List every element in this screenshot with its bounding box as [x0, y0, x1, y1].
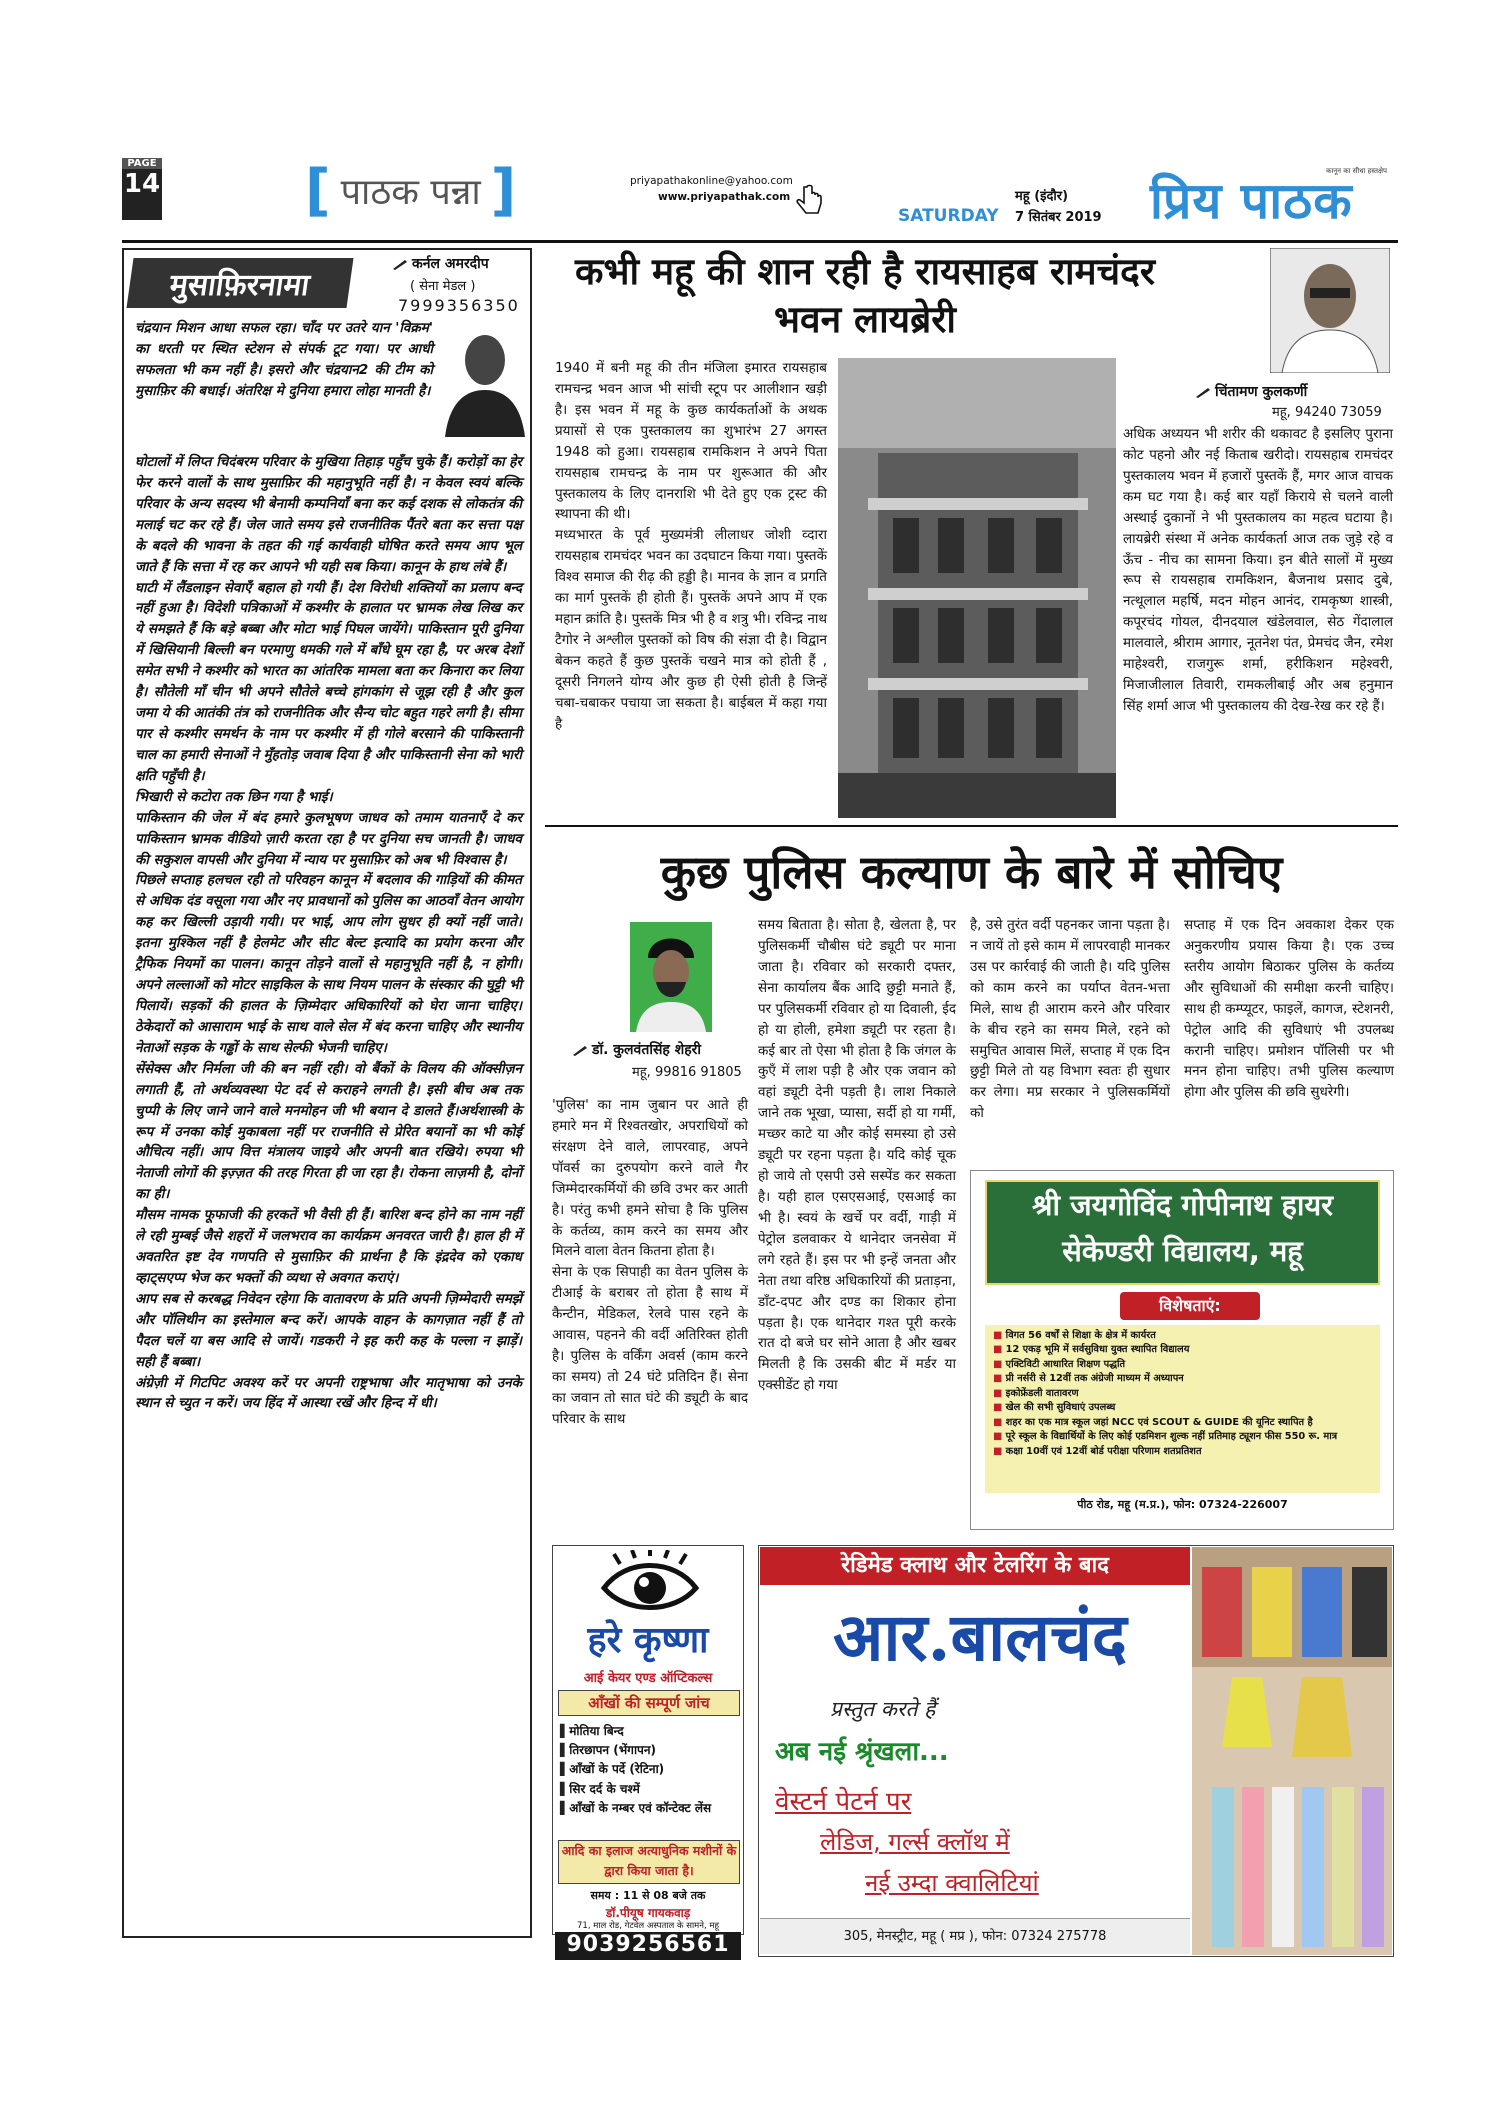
column-title: मुसाफ़िरनामा — [126, 258, 353, 308]
eye-phone[interactable]: 9039256561 — [555, 1932, 741, 1960]
police-headline: कुछ पुलिस कल्याण के बारे में सोचिए — [660, 845, 1283, 899]
police-paragraph: 'पुलिस' का नाम जुबान पर आते ही हमारे मन में रिश्वतखोर, अपराधियों को संरक्षण देने वाले, लापरवाह, अपने पॉवर्स का दुरुपयोग करने वाले गैर जिम्मेदारकर्मियों की छवि उभर कर आती है। परंतु कभी हमने सोचा है कि पुलिस के कर्तव्य, काम करने का समय और मिलने वाला वेतन कितना होता है। — [552, 1097, 748, 1260]
header-rule — [122, 240, 1398, 243]
school-features-list — [985, 1325, 1380, 1493]
eye-services-list — [560, 1722, 740, 1818]
library-paragraph: 1940 में बनी महू की तीन मंजिला इमारत रायसहाब रामचन्द्र भवन आज भी सांची स्टूप पर आलीशान खड़ी है। इस भवन में महू के कुछ कार्यकर्ताओं के अथक प्रयासों से एक पुस्तकालय का शुभारंभ 27 अगस्त 1948 को हुआ। रायसहाब रामकिशन ने अपने पिता रायसहाब रामचन्द्र के नाम पर शुरूआत की और पुस्तकालय के लिए दानराशि भी देते हुए एक ट्रस्ट की स्थापना की थी। — [555, 360, 827, 523]
email-link[interactable]: priyapathakonline@yahoo.com — [630, 175, 793, 187]
column-author — [392, 254, 489, 273]
eye-service: ▌ आँखों के नम्बर एवं कॉन्टेक्ट लेंस — [560, 1799, 740, 1818]
eye-service: ▌ आँखों के पर्दे (रेटिना) — [560, 1760, 740, 1779]
page-number: 14 — [123, 169, 161, 199]
clothing-banner: रेडिमेड क्लाथ और टेलरिंग के बाद — [760, 1547, 1190, 1585]
city: महू (इंदौर) — [1015, 189, 1069, 204]
eye-service: ▌ तिरछापन (भेंगापन) — [560, 1741, 740, 1760]
newspaper-logo[interactable] — [1150, 165, 1395, 235]
pointing-hand-icon — [794, 183, 826, 219]
column-paragraph: घाटी में लैंडलाइन सेवाएँ बहाल हो गयी हैं। देश विरोधी शक्तियों का प्रलाप बन्द नहीं हुआ है। विदेशी पत्रिकाओं में कश्मीर के हालात पर भ्रामक लेख लिख कर ये समझते हैं कि बड़े बब्बा और मोटा भाई पिघल जायेंगे। पाकिस्तान पूरी दुनिया में खिसियानी बिल्ली बन परमाणु धमकी गले में बाँधे घूम रहा है, पर अरब देशों समेत सभी ने कश्मीर को भारत का आंतरिक मामला बता कर किनारा कर लिया है। सौतेली माँ चीन भी अपने सौतेले बच्चे हांगकांग से जूझ रही है और कुल जमा ये की आतंकी तंत्र को राजनीतिक और सैन्य चोट बहुत गहरे लगी है। सीमा पार से कश्मीर समर्थन के नाम पर कश्मीर में ही गोले बरसाने की पाकिस्तानी चाल का हमारी सेनाओं ने मुँहतोड़ जवाब दिया है और पाकिस्तानी सेना को भारी क्षति पहुँची है। — [135, 579, 522, 784]
column-paragraph: पिछले सप्ताह हलचल रही तो परिवहन कानून में बदलाव की गाड़ियों की कीमत से अधिक दंड वसूला गया और नए प्रावधानों को पुलिस का आठवाँ वेतन आयोग कह कर खिल्ली उड़ायी गयी। पर भाई, आप लोग सुधर ही क्यों नहीं जाते। इतना मुश्किल नहीं है हेलमेट और सीट बेल्ट इत्यादि का प्रयोग करना और ट्रैफिक नियमों का पालन। कानून तोड़ने वालों से महानुभूति नहीं है, न होगी। अपने लल्लाओं को मोटर साइकिल के साथ नियम पालन के संस्कार की घुट्टी भी पिलायें। सड़कों की हालत के ज़िम्मेदार अधिकारियों को घेरा जाना चाहिए। ठेकेदारों को आसाराम भाई के साथ वाले सेल में बंद करना चाहिए और स्थानीय नेताओं सड़क के गड्ढों के साथ सेल्फी भेजनी चाहिए। — [135, 872, 522, 1056]
school-feature: ■ इकोफ्रेंडली वातावरण — [993, 1387, 1372, 1401]
column-author-phone: 7999356350 — [398, 296, 520, 315]
library-author-name: चिंतामण कुलकर्णी — [1215, 384, 1308, 400]
school-feature: ■ विगत 56 वर्षों से शिक्षा के क्षेत्र में कार्यरत — [993, 1329, 1372, 1343]
date: 7 सितंबर 2019 — [1015, 210, 1102, 225]
school-feature: ■ शहर का एक मात्र स्कूल जहां NCC एवं SCOUT & GUIDE की यूनिट स्थापित है — [993, 1416, 1372, 1430]
eye-address: 71, माल रोड, गेटवेल अस्पताल के सामने, महू — [577, 1921, 719, 1931]
eye-checkup-banner: आँखों की सम्पूर्ण जांच — [558, 1690, 740, 1716]
eye-service: ▌ सिर दर्द के चश्में — [560, 1780, 740, 1799]
library-author — [1195, 382, 1307, 401]
logo-tagline: कानून का सीधा हस्तक्षेप — [1326, 167, 1387, 175]
eye-subtitle: आई केयर एण्ड ऑप्टिकल्स — [583, 1671, 713, 1686]
pen-icon — [392, 258, 408, 270]
section-title: [ पाठक पन्ना ] — [305, 157, 517, 223]
website-link[interactable]: www.priyapathak.com — [658, 191, 791, 203]
column-intro: चंद्रयान मिशन आधा सफल रहा। चाँद पर उतरे यान 'विक्रम' का धरती पर स्थित स्टेशन से संपर्क टूट गया। पर आधी सफलता भी कम नहीं है। इसरो और चंद्रयान2 की टीम को मुसाफ़िर की बधाई। अंतरिक्ष मे दुनिया हमारा लोहा मानती है। — [135, 320, 433, 399]
logo-text: प्रिय पाठक — [1150, 171, 1353, 230]
police-column-4: सप्ताह में एक दिन अवकाश देकर एक अनुकरणीय प्रयास किया है। एक उच्च स्तरीय आयोग बिठाकर पुलिस के कर्तव्य और सुविधाओं की समीक्षा करनी चाहिए। साथ ही कम्प्यूटर, फाइलें, कागज, स्टेशनरी, पेट्रोल आदि की सुविधाएं भी उपलब्ध करानी चाहिए। प्रमोशन पॉलिसी पर भी मनन होना चाहिए। तभी पुलिस कल्याण होगा और पुलिस की छवि सुधरेगी। — [1184, 917, 1394, 1101]
eye-icon — [600, 1550, 700, 1620]
police-author-photo — [630, 922, 712, 1032]
school-feature: ■ पूरे स्कूल के विद्यार्थियों के लिए कोई एडमिशन शुल्क नहीं प्रतिमाह ट्यूशन फीस 550 रू. मात्र — [993, 1430, 1372, 1444]
eye-service: ▌ मोतिया बिन्द — [560, 1722, 740, 1741]
pen-icon — [572, 1044, 588, 1056]
pen-icon — [1195, 386, 1211, 398]
library-building-photo — [838, 358, 1116, 818]
library-column-2: अधिक अध्ययन भी शरीर की थकावट है इसलिए पुराना कोट पहनो और नई किताब खरीदो। रायसहाब रामचंदर पुस्तकालय भवन में हजारों पुस्तकें हैं, मगर आज वाचक कम घट गया है। कई बार यहाँ किराये से चलने वाली अस्थाई दुकानों ने भी पुस्तकालय का महत्व घटाया है। लायब्रेरी संस्था में अनेक कार्यकर्ता आज तक जुड़े रहे व ऊँच - नीच का सामना किया। इन बीते सालों में मुख्य रूप से रायसहाब रामकिशन, बैजनाथ प्रसाद दुबे, नत्थूलाल महर्षि, मदन मोहन आनंद, रामकृष्ण शास्त्री, कपूरचंद गोयल, दीनदयाल खंडेलवाल, सेठ गेंदालाल मालवाले, श्रीराम आगार, नूतनेश पंत, प्रेमचंद जैन, रमेश माहेश्वरी, राजगुरू शर्मा, हरीकिशन महेश्वरी, मिजाजीलाल तिवारी, रामकलीबाई और अब हनुमान सिंह शर्मा आज भी पुस्तकालय की देख-रेख कर रहे हैं। — [1123, 426, 1393, 714]
police-column-2: समय बिताता है। सोता है, खेलता है, पर पुलिसकर्मी चौबीस घंटे ड्यूटी पर माना जाता है। रविवार को सरकारी दफ्तर, सेना कार्यालय बैंक आदि छुट्टी मनाते हैं, पर पुलिसकर्मी रविवार हो या दिवाली, ईद हो या होली, हमेशा ड्यूटी पर रहता है। कई बार तो ऐसा भी होता है कि जंगल के कुएँ में लाश पड़ी है और एक जवान को वहां ड्यूटी देनी पड़ती है। लाश निकाले जाने तक भूखा, प्यासा, सर्दी हो या गर्मी, मच्छर काटे या और कोई समस्या हो उसे ड्यूटी पर रहना पड़ता है। यदि कोई चूक हो जाये तो एसपी उसे सस्पेंड कर सकता है। यही हाल एसएसआई, एसआई का भी है। स्वयं के खर्चे पर वर्दी, गाड़ी में पेट्रोल डलवाकर ये थानेदार जनसेवा में लगे रहते हैं। इस पर भी इन्हें जनता और नेता तथा वरिष्ठ अधिकारियों की प्रताड़ना, डाँट-दपट और दण्ड का शिकार होना पड़ता है। एक थानेदार गश्त पूरी करके रात दो बजे घर सोने आता है और खबर मिलती है कि उसकी बीट में मर्डर या एक्सीडेंट हो गया — [758, 917, 956, 1394]
library-headline: कभी महू की शान रही है रायसाहब रामचंदर भवन लायब्रेरी — [575, 250, 1155, 342]
page-label: PAGE — [122, 158, 162, 169]
school-address: पीठ रोड, महू (म.प्र.), फोन: 07324-226007 — [1077, 1498, 1288, 1511]
weekday: SATURDAY — [898, 206, 999, 226]
column-paragraph: आप सब से करबद्ध निवेदन रहेगा कि वातावरण के प्रति अपनी ज़िम्मेदारी समझें और पॉलिथीन का इस्तेमाल बन्द करें। आपके वाहन के कागज़ात नहीं हैं तो पैदल चलें या बस आदि से जायें। गडकरी ने इह करी कह के पल्ला न झाड़ें। सही हैं बब्बा। — [135, 1290, 522, 1370]
column-paragraph: भिखारी से कटोरा तक छिन गया है भाई। — [135, 788, 333, 805]
police-author — [572, 1040, 701, 1059]
police-author-phone: महू, 99816 91805 — [632, 1065, 742, 1080]
library-author-photo — [1270, 248, 1390, 373]
school-feature: ■ कक्षा 10वीं एवं 12वीं बोर्ड परीक्षा परिणाम शतप्रतिशत — [993, 1445, 1372, 1459]
author-photo — [440, 322, 530, 437]
school-feature: ■ एक्टिविटी आधारित शिक्षण पद्धति — [993, 1358, 1372, 1372]
column-paragraph: मौसम नामक फूफाजी की हरकतें भी वैसी ही हैं। बारिश बन्द होने का नाम नहीं ले रही मुम्बई जैसे शहरों में जलभराव का कार्यक्रम अनवरत जारी है। हाल ही में अवतरित इष्ट देव गणपति से मुसाफ़िर की प्रार्थना है कि इंद्रदेव को एकाध व्हाट्सएप्प भेज कर भक्तों की व्यथा से अवगत कराएं। — [135, 1207, 522, 1286]
library-column-1 — [555, 358, 827, 735]
school-feature: ■ खेल की सभी सुविधाएं उपलब्ध — [993, 1401, 1372, 1415]
column-paragraph: अंग्रेज़ी में गिटपिट अवश्य करें पर अपनी राष्ट्रभाषा और मातृभाषा को उनके स्थान से च्युत न करें। जय हिंद में आस्था रखें और हिन्द में धी। — [135, 1374, 522, 1412]
police-paragraph: सेना के एक सिपाही का वेतन पुलिस के टीआई के बराबर तो होता है साथ में कैन्टीन, मेडिकल, रेलवे पास रहने के आवास, पहनने की वर्दी अतिरिक्त होती है। पुलिस के वर्किंग अवर्स (काम करने का समय) तो 24 घंटे प्रतिदिन हैं। सेना का जवान तो सात घंटे की ड्यूटी के बाद परिवार के साथ — [552, 1264, 748, 1427]
eye-treatment-note: आदि का इलाज अत्याधुनिक मशीनों के द्वारा किया जाता है। — [558, 1840, 740, 1884]
clothing-ladies: लेडिज, गर्ल्स क्लॉथ में — [820, 1828, 1010, 1856]
clothing-address: 305, मेनस्ट्रीट, महू ( मप्र ), फोन: 07324 275778 — [760, 1918, 1190, 1954]
police-author-name: डॉ. कुलवंतसिंह शेहरी — [592, 1042, 702, 1058]
library-paragraph: मध्यभारत के पूर्व मुख्यमंत्री लीलाधर जोशी व्दारा रायसहाब रामचंदर भवन का उदघाटन किया गया। पुस्तकें विश्व समाज की रीढ़ की हड्डी है। मानव के ज्ञान व प्रगति का मार्ग पुस्तकें ही होती हैं। पुस्तकें अपने आप में एक महान क्रांति है। पुस्तकें मित्र भी है व शत्रु भी। रविन्द्र नाथ टैगोर ने अश्लील पुस्तकों को विष की संज्ञा दी है। विद्वान बेकन कहते हैं कुछ पुस्तकें चखने मात्र को होती हैं , दूसरी निगलने योग्य और कुछ ही ऐसी होती है जिन्हें चबा-चबाकर पचाया जा सकता है। बाईबल में कहा गया है — [555, 527, 827, 732]
column-body — [135, 452, 522, 1414]
clothing-new-series: अब नई श्रृंखला... — [775, 1737, 949, 1767]
column-author-medal: ( सेना मेडल ) — [410, 279, 476, 294]
clothing-quality: नई उम्दा क्वालिटियां — [865, 1869, 1039, 1897]
eye-timing: समय : 11 से 08 बजे तक — [590, 1889, 706, 1902]
column-author-name: कर्नल अमरदीप — [412, 256, 489, 272]
library-author-phone: महू, 94240 73059 — [1272, 405, 1382, 420]
eye-brand: हरे कृष्णा — [587, 1620, 709, 1661]
column-paragraph: घोटालों में लिप्त चिदंबरम परिवार के मुखिया तिहाड़ पहुँच चुके हैं। करोड़ों का हेर फेर करने वालों के साथ मुसाफ़िर की महानुभूति नहीं है। न केवल स्वयं बल्कि परिवार के अन्य सदस्य भी बेनामी कम्पनियाँ बना कर कई दशक से लोकतंत्र की मलाई चट कर रहे हैं। जेल जाते समय इसे राजनीतिक पैंतरे बता कर सत्ता पक्ष के बदले की भावना के तहत की गई कार्यवाही घोषित करते समय आप भूल जाते हैं कि सत्ता में रह कर आपने भी यही सब किया। कानून के हाथ लंबे हैं। — [135, 454, 522, 575]
page-number-box — [122, 158, 162, 220]
school-name: श्री जयगोविंद गोपीनाथ हायर सेकेण्डरी विद्यालय, महू — [985, 1180, 1380, 1285]
school-feature: ■ प्री नर्सरी से 12वीं तक अंग्रेजी माध्यम में अध्यापन — [993, 1372, 1372, 1386]
article-divider — [545, 825, 1398, 827]
school-feature: ■ 12 एकड़ भूमि में सर्वसुविधा युक्त स्थापित विद्यालय — [993, 1343, 1372, 1357]
police-column-1 — [552, 1095, 748, 1430]
clothing-brand: आर.बालचंद — [833, 1598, 1127, 1676]
police-column-3: है, उसे तुरंत वर्दी पहनकर जाना पड़ता है। न जायें तो इसे काम में लापरवाही मानकर उस पर कार्रवाई की जाती है। यदि पुलिस को काम करने का पर्याप्त वेतन-भत्ता मिले, साथ ही आराम करने और परिवार के बीच रहने का समय मिले, रहने को समुचित आवास मिलें, सप्ताह में एक दिन छुट्टी मिले तो यह विभाग स्वतः ही सुधार कर लेगा। मप्र सरकार ने पुलिसकर्मियों को — [970, 917, 1170, 1122]
eye-doctor-name: डॉ.पीयूष गायकवाड़ — [605, 1906, 691, 1920]
clothing-store-photo — [1192, 1547, 1392, 1955]
section-title-text: पाठक पन्ना — [340, 172, 481, 213]
column-paragraph: पाकिस्तान की जेल में बंद हमारे कुलभूषण जाधव को तमाम यातनाएँ दे कर पाकिस्तान भ्रामक वीडियो ज़ारी करता रहा है पर दुनिया सच जानती है। जाधव की सकुशल वापसी और दुनिया में न्याय पर मुसाफ़िर को अब भी विश्वास है। — [135, 809, 522, 868]
clothing-presents: प्रस्तुत करते हैं — [830, 1697, 936, 1721]
clothing-western: वेस्टर्न पेटर्न पर — [775, 1787, 912, 1817]
column-paragraph: सेंसेक्स और निर्मला जी की बन नहीं रही। वो बैंकों के विलय की ऑक्सीज़न लगाती हैं, तो अर्थव्यवस्था पेट दर्द से कराहने लगती है। इसी बीच अब तक चुप्पी के लिए जाने जाने वाले मनमोहन जी भी बयान दे डालते हैं।अर्थशास्त्री के रूप में उनका कोई मुकाबला नहीं पर राजनीति से प्रेरित बयानों का भी कोई औचित्य नहीं। आप वित्त मंत्रालय जाइये और अपनी बात रखिये। रुपया भी नेताजी लोगों की इज़्ज़त की तरह गिरता ही जा रहा है। रोकना लाज़मी है, दोनों का ही। — [135, 1060, 522, 1203]
school-features-title: विशेषताएं: — [1120, 1292, 1260, 1320]
